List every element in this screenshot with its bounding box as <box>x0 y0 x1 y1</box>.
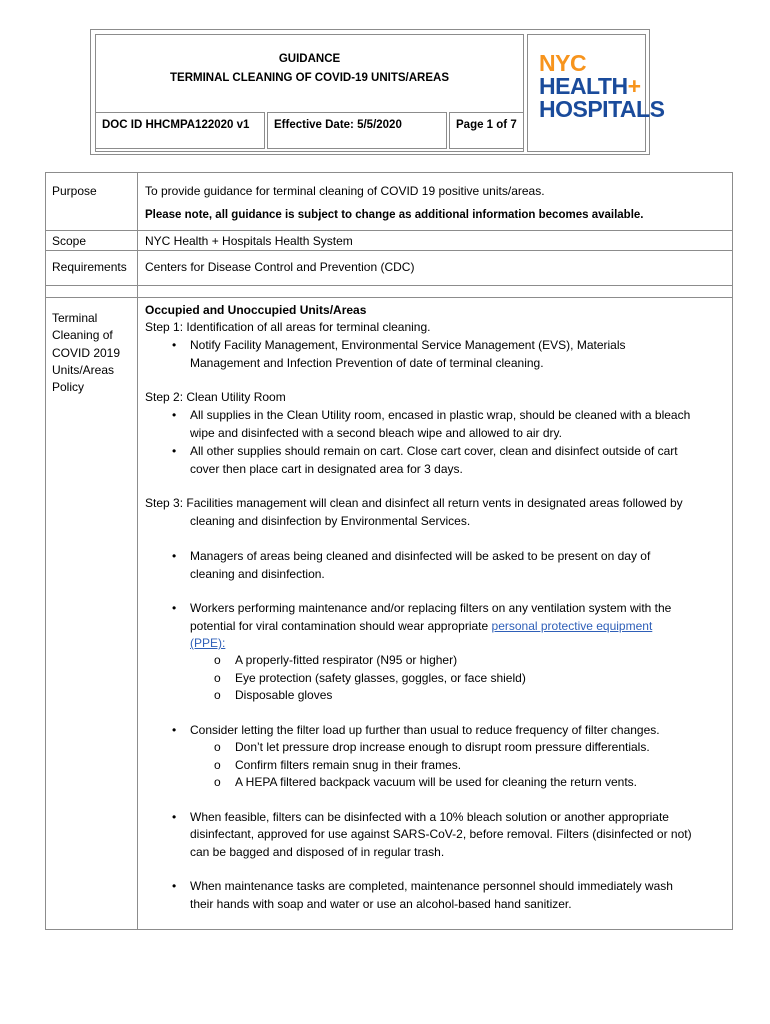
workers-bullet-line: Workers performing maintenance and/or replacing filters on any ventilation system with the <box>190 601 672 615</box>
row-divider <box>45 297 733 298</box>
bullet-icon: • <box>172 723 177 737</box>
workers-bullet-line <box>190 617 652 635</box>
purpose-label: Purpose <box>52 184 97 198</box>
sub-bullet-icon: o <box>214 758 221 772</box>
page-number: Page 1 of 7 <box>456 119 517 131</box>
ppe-link[interactable]: personal protective equipment <box>491 619 653 633</box>
consider-item: Confirm filters remain snug in their frames. <box>235 758 462 772</box>
feasible-bullet-line: When feasible, filters can be disinfected with a 10% bleach solution or another appropriate <box>190 810 669 824</box>
step-1: Step 1: Identification of all areas for terminal cleaning. <box>145 320 431 334</box>
feasible-bullet-line: can be bagged and disposed of in regular trash. <box>190 845 445 859</box>
workers-bullet-text: potential for viral contamination should wear appropriate <box>190 619 492 633</box>
bullet-icon: • <box>172 601 177 615</box>
doc-id-cell <box>95 112 265 149</box>
step-2-bullet-line: wipe and disinfected with a second bleach wipe and allowed to air dry. <box>190 426 562 440</box>
sub-bullet-icon: o <box>214 688 221 702</box>
bullet-icon: • <box>172 810 177 824</box>
consider-item: A HEPA filtered backpack vacuum will be used for cleaning the return vents. <box>235 775 637 789</box>
step-1-bullet-line: Management and Infection Prevention of date of terminal cleaning. <box>190 356 544 370</box>
sub-bullet-icon: o <box>214 653 221 667</box>
step-1-bullet-line: Notify Facility Management, Environmental Service Management (EVS), Materials <box>190 338 626 352</box>
bullet-icon: • <box>172 338 177 352</box>
ppe-item: Disposable gloves <box>235 688 333 702</box>
ppe-link-continued[interactable]: (PPE): <box>190 636 226 650</box>
bullet-icon: • <box>172 549 177 563</box>
logo-health-line <box>539 75 641 98</box>
requirements-label: Requirements <box>52 260 127 274</box>
step-2-bullet-line: All supplies in the Clean Utility room, encased in plastic wrap, should be cleaned with a bleach <box>190 408 691 422</box>
bullet-icon: • <box>172 444 177 458</box>
step-3-line: Step 3: Facilities management will clean and disinfect all return vents in designated areas followed by <box>145 496 683 510</box>
policy-label-line: Cleaning of <box>52 328 113 342</box>
row-divider <box>45 230 733 231</box>
ppe-item: Eye protection (safety glasses, goggles, or face shield) <box>235 671 526 685</box>
sub-bullet-icon: o <box>214 775 221 789</box>
policy-label-line: COVID 2019 <box>52 346 121 360</box>
ppe-item: A properly-fitted respirator (N95 or higher) <box>235 653 458 667</box>
doc-title: TERMINAL CLEANING OF COVID-19 UNITS/AREAS <box>170 72 449 84</box>
managers-bullet-line: cleaning and disinfection. <box>190 567 325 581</box>
bullet-icon: • <box>172 879 177 893</box>
doc-id: DOC ID HHCMPA122020 v1 <box>102 119 250 131</box>
consider-bullet-line: Consider letting the filter load up further than usual to reduce frequency of filter changes. <box>190 723 660 737</box>
purpose-note: Please note, all guidance is subject to change as additional information becomes available. <box>145 209 644 221</box>
completed-bullet-line: their hands with soap and water or use an alcohol-based hand sanitizer. <box>190 897 572 911</box>
scope-text: NYC Health + Hospitals Health System <box>145 234 353 248</box>
doc-heading: GUIDANCE <box>278 53 341 65</box>
policy-label-line: Policy <box>52 380 85 394</box>
step-2-bullet-line: All other supplies should remain on cart. Close cart cover, clean and disinfect outside of cart <box>190 444 678 458</box>
effective-date: Effective Date: 5/5/2020 <box>274 119 402 131</box>
policy-heading: Occupied and Unoccupied Units/Areas <box>145 303 367 317</box>
purpose-text: To provide guidance for terminal cleaning of COVID 19 positive units/areas. <box>145 184 545 198</box>
requirements-text: Centers for Disease Control and Prevention (CDC) <box>145 260 415 274</box>
scope-label: Scope <box>52 234 87 248</box>
logo-plus: + <box>627 73 641 99</box>
feasible-bullet-line: disinfectant, approved for use against SARS-CoV-2, before removal. Filters (disinfected or not) <box>190 827 692 841</box>
managers-bullet-line: Managers of areas being cleaned and disinfected will be asked to be present on day of <box>190 549 651 563</box>
completed-bullet-line: When maintenance tasks are completed, maintenance personnel should immediately wash <box>190 879 673 893</box>
bullet-icon: • <box>172 408 177 422</box>
step-2-bullet-line: cover then place cart in designated area for 3 days. <box>190 462 463 476</box>
consider-item: Don’t let pressure drop increase enough to disrupt room pressure differentials. <box>235 740 650 754</box>
row-divider <box>45 250 733 251</box>
page-number-cell <box>449 112 524 149</box>
sub-bullet-icon: o <box>214 671 221 685</box>
logo-nyc: NYC <box>539 50 587 76</box>
sub-bullet-icon: o <box>214 740 221 754</box>
logo-health: HEALTH <box>539 73 628 99</box>
row-divider <box>45 285 733 286</box>
policy-label-line: Terminal <box>52 311 98 325</box>
policy-label-line: Units/Areas <box>52 363 115 377</box>
step-2: Step 2: Clean Utility Room <box>145 390 286 404</box>
logo-hospitals: HOSPITALS <box>539 96 665 122</box>
effective-date-cell <box>267 112 447 149</box>
step-3-line: cleaning and disinfection by Environmental Services. <box>190 514 471 528</box>
